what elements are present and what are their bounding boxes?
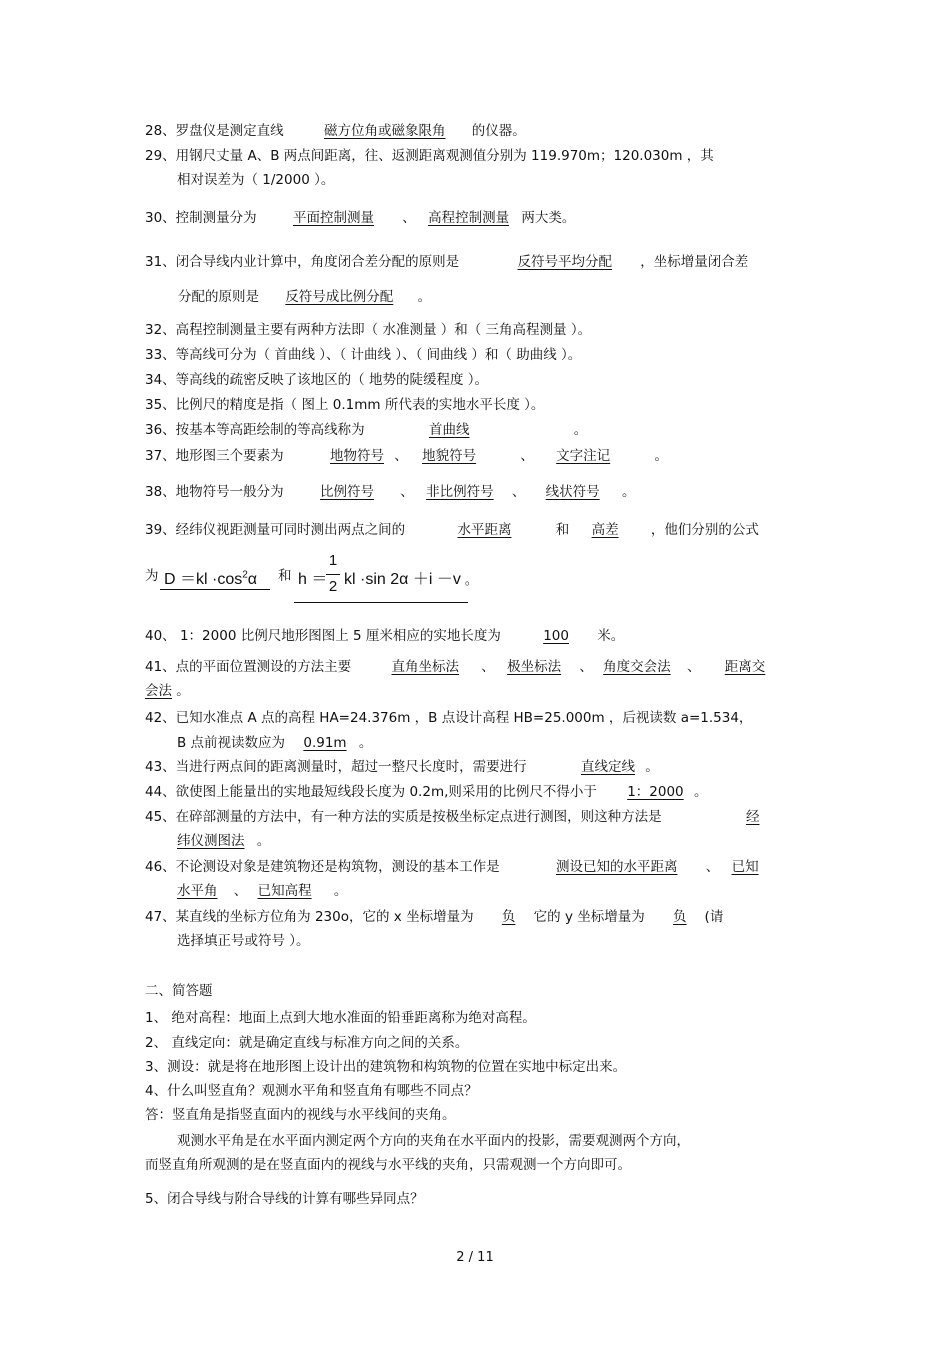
- answer: 平面控制测量: [292, 210, 374, 226]
- question-47-cont: 选择填正号或符号 ）。: [177, 933, 310, 949]
- formula-h-lhs: h ＝: [298, 571, 328, 588]
- question-31-cont: 分配的原则是 反符号成比例分配 。: [178, 289, 432, 305]
- answer: 经: [745, 809, 760, 825]
- answer: 高程控制测量: [428, 210, 510, 226]
- answer: 距离交: [724, 659, 766, 675]
- fraction-bar: [326, 574, 340, 575]
- question-34: 34、等高线的疏密反映了该地区的（ 地势的陡缓程度 ）。: [145, 372, 489, 388]
- fraction-denominator: 2: [328, 578, 338, 595]
- question-45: 45、在碎部测量的方法中，有一种方法的实质是按极坐标定点进行测图，则这种方法是 经: [145, 809, 760, 825]
- question-41-cont: 会法 。: [145, 683, 190, 699]
- answer-4-line-3: 而竖直角所观测的是在竖直面内的视线与水平线的夹角，只需观测一个方向即可。: [145, 1157, 631, 1173]
- answer-4-line-2: 观测水平角是在水平面内测定两个方向的夹角在水平面内的投影，需要观测两个方向，: [177, 1133, 690, 1149]
- question-44: 44、欲使图上能量出的实地最短线段长度为 0.2m,则采用的比例尺不得小于 1：2000 。: [145, 784, 708, 800]
- question-42: 42、已知水准点 A 点的高程 HA=24.376m ，B 点设计高程 HB=25.000m ，后视读数 a=1.534，: [145, 710, 753, 726]
- answer: 负: [501, 909, 516, 925]
- answer: 会法: [145, 683, 172, 699]
- question-43: 43、当进行两点间的距离测量时，超过一整尺长度时，需要进行 直线定线 。: [145, 759, 659, 775]
- short-answer-1: 1、 绝对高程：地面上点到大地水准面的铅垂距离称为绝对高程。: [145, 1010, 536, 1026]
- question-38: 38、地物符号一般分为 比例符号 、 非比例符号 、 线状符号 。: [145, 484, 636, 500]
- question-39: 39、经纬仪视距测量可同时测出两点之间的 水平距离 和 高差 ，他们分别的公式: [145, 522, 759, 538]
- question-29: 29、用钢尺丈量 A、B 两点间距离，往、返测距离观测值分别为 119.970m；120.030m ，其: [145, 148, 714, 164]
- page-number: 2 / 11: [456, 1250, 494, 1265]
- question-42-cont: B 点前视读数应为 0.91m 。: [177, 735, 373, 751]
- question-33: 33、等高线可分为（ 首曲线 ）、（ 计曲线 ）、（ 间曲线 ）和（ 助曲线 ）。: [145, 347, 582, 363]
- section-title: 二、简答题: [145, 983, 213, 999]
- answer: 高差: [591, 522, 619, 538]
- question-31: 31、闭合导线内业计算中，角度闭合差分配的原则是 反符号平均分配 ，坐标增量闭合差: [145, 254, 749, 270]
- formula-lead: 为: [145, 568, 159, 584]
- answer: 直线定线: [580, 759, 635, 775]
- answer: 直角坐标法: [391, 659, 459, 675]
- answer: 线状符号: [545, 484, 600, 500]
- answer: 角度交会法: [603, 659, 671, 675]
- question-47: 47、某直线的坐标方位角为 230o，它的 x 坐标增量为 负 它的 y 坐标增量为 负 (请: [145, 909, 724, 925]
- answer: 100: [543, 628, 569, 644]
- question-37: 37、地形图三个要素为 地物符号 、 地貌符号 、 文字注记 。: [145, 448, 668, 464]
- answer: 首曲线: [428, 422, 470, 438]
- question-46-cont: 水平角 、 已知高程 。: [177, 883, 348, 899]
- question-28: 28、罗盘仪是测定直线 磁方位角或磁象限角 的仪器。: [145, 123, 526, 139]
- formula-underline: [160, 589, 270, 590]
- answer: 负: [673, 909, 687, 925]
- answer: 水平距离: [457, 522, 512, 538]
- question-29-cont: 相对误差为（ 1/2000 ）。: [177, 172, 335, 188]
- question-30: 30、控制测量分为 平面控制测量 、 高程控制测量 两大类。: [145, 210, 576, 226]
- question-45-cont: 纬仪测图法 。: [177, 833, 271, 849]
- short-question-4: 4、什么叫竖直角？观测水平角和竖直角有哪些不同点？: [145, 1083, 478, 1099]
- answer: 地物符号: [329, 448, 384, 464]
- answer: 反符号成比例分配: [285, 289, 394, 305]
- formula-d: $D =kl \cdot\cos^2\alpha$: [164, 569, 258, 588]
- short-answer-2: 2、 直线定向：就是确定直线与标准方向之间的关系。: [145, 1035, 469, 1051]
- answer: 文字注记: [556, 448, 611, 464]
- answer: 纬仪测图法: [177, 833, 245, 849]
- formula-underline: [294, 602, 468, 603]
- answer: 反符号平均分配: [517, 254, 612, 270]
- formula-conjunction: 和: [278, 568, 292, 584]
- question-41: 41、点的平面位置测设的方法主要 直角坐标法 、 极坐标法 、 角度交会法 、 距离交: [145, 659, 766, 675]
- answer: 非比例符号: [426, 484, 494, 500]
- answer: 水平角: [177, 883, 218, 899]
- answer-4-line-1: 答：竖直角是指竖直面内的视线与水平线间的夹角。: [145, 1107, 456, 1123]
- answer: 极坐标法: [507, 659, 562, 675]
- answer: 0.91m: [303, 735, 347, 751]
- answer: 地貌符号: [422, 448, 477, 464]
- question-35: 35、比例尺的精度是指（ 图上 0.1mm 所代表的实地水平长度 ）。: [145, 397, 545, 413]
- question-46: 46、不论测设对象是建筑物还是构筑物，测设的基本工作是 测设已知的水平距离 、 已知: [145, 859, 759, 875]
- answer: 比例符号: [319, 484, 374, 500]
- answer: 磁方位角或磁象限角: [323, 123, 446, 139]
- answer: 已知高程: [257, 883, 312, 899]
- short-question-5: 5、闭合导线与附合导线的计算有哪些异同点？: [145, 1191, 424, 1207]
- short-answer-3: 3、测设：就是将在地形图上设计出的建筑物和构筑物的位置在实地中标定出来。: [145, 1059, 627, 1075]
- answer: 已知: [731, 859, 759, 875]
- answer: 测设已知的水平距离: [555, 859, 678, 875]
- question-32: 32、高程控制测量主要有两种方法即（ 水准测量 ）和（ 三角高程测量 ）。: [145, 322, 592, 338]
- formula-h-rhs: kl ·sin 2α ＋i －v 。: [344, 571, 478, 588]
- fraction-numerator: 1: [328, 552, 338, 569]
- answer: 1：2000: [627, 784, 684, 800]
- question-40: 40、 1：2000 比例尺地形图图上 5 厘米相应的实地长度为 100 米。: [145, 628, 625, 644]
- question-36: 36、按基本等高距绘制的等高线称为 首曲线 。: [145, 422, 588, 438]
